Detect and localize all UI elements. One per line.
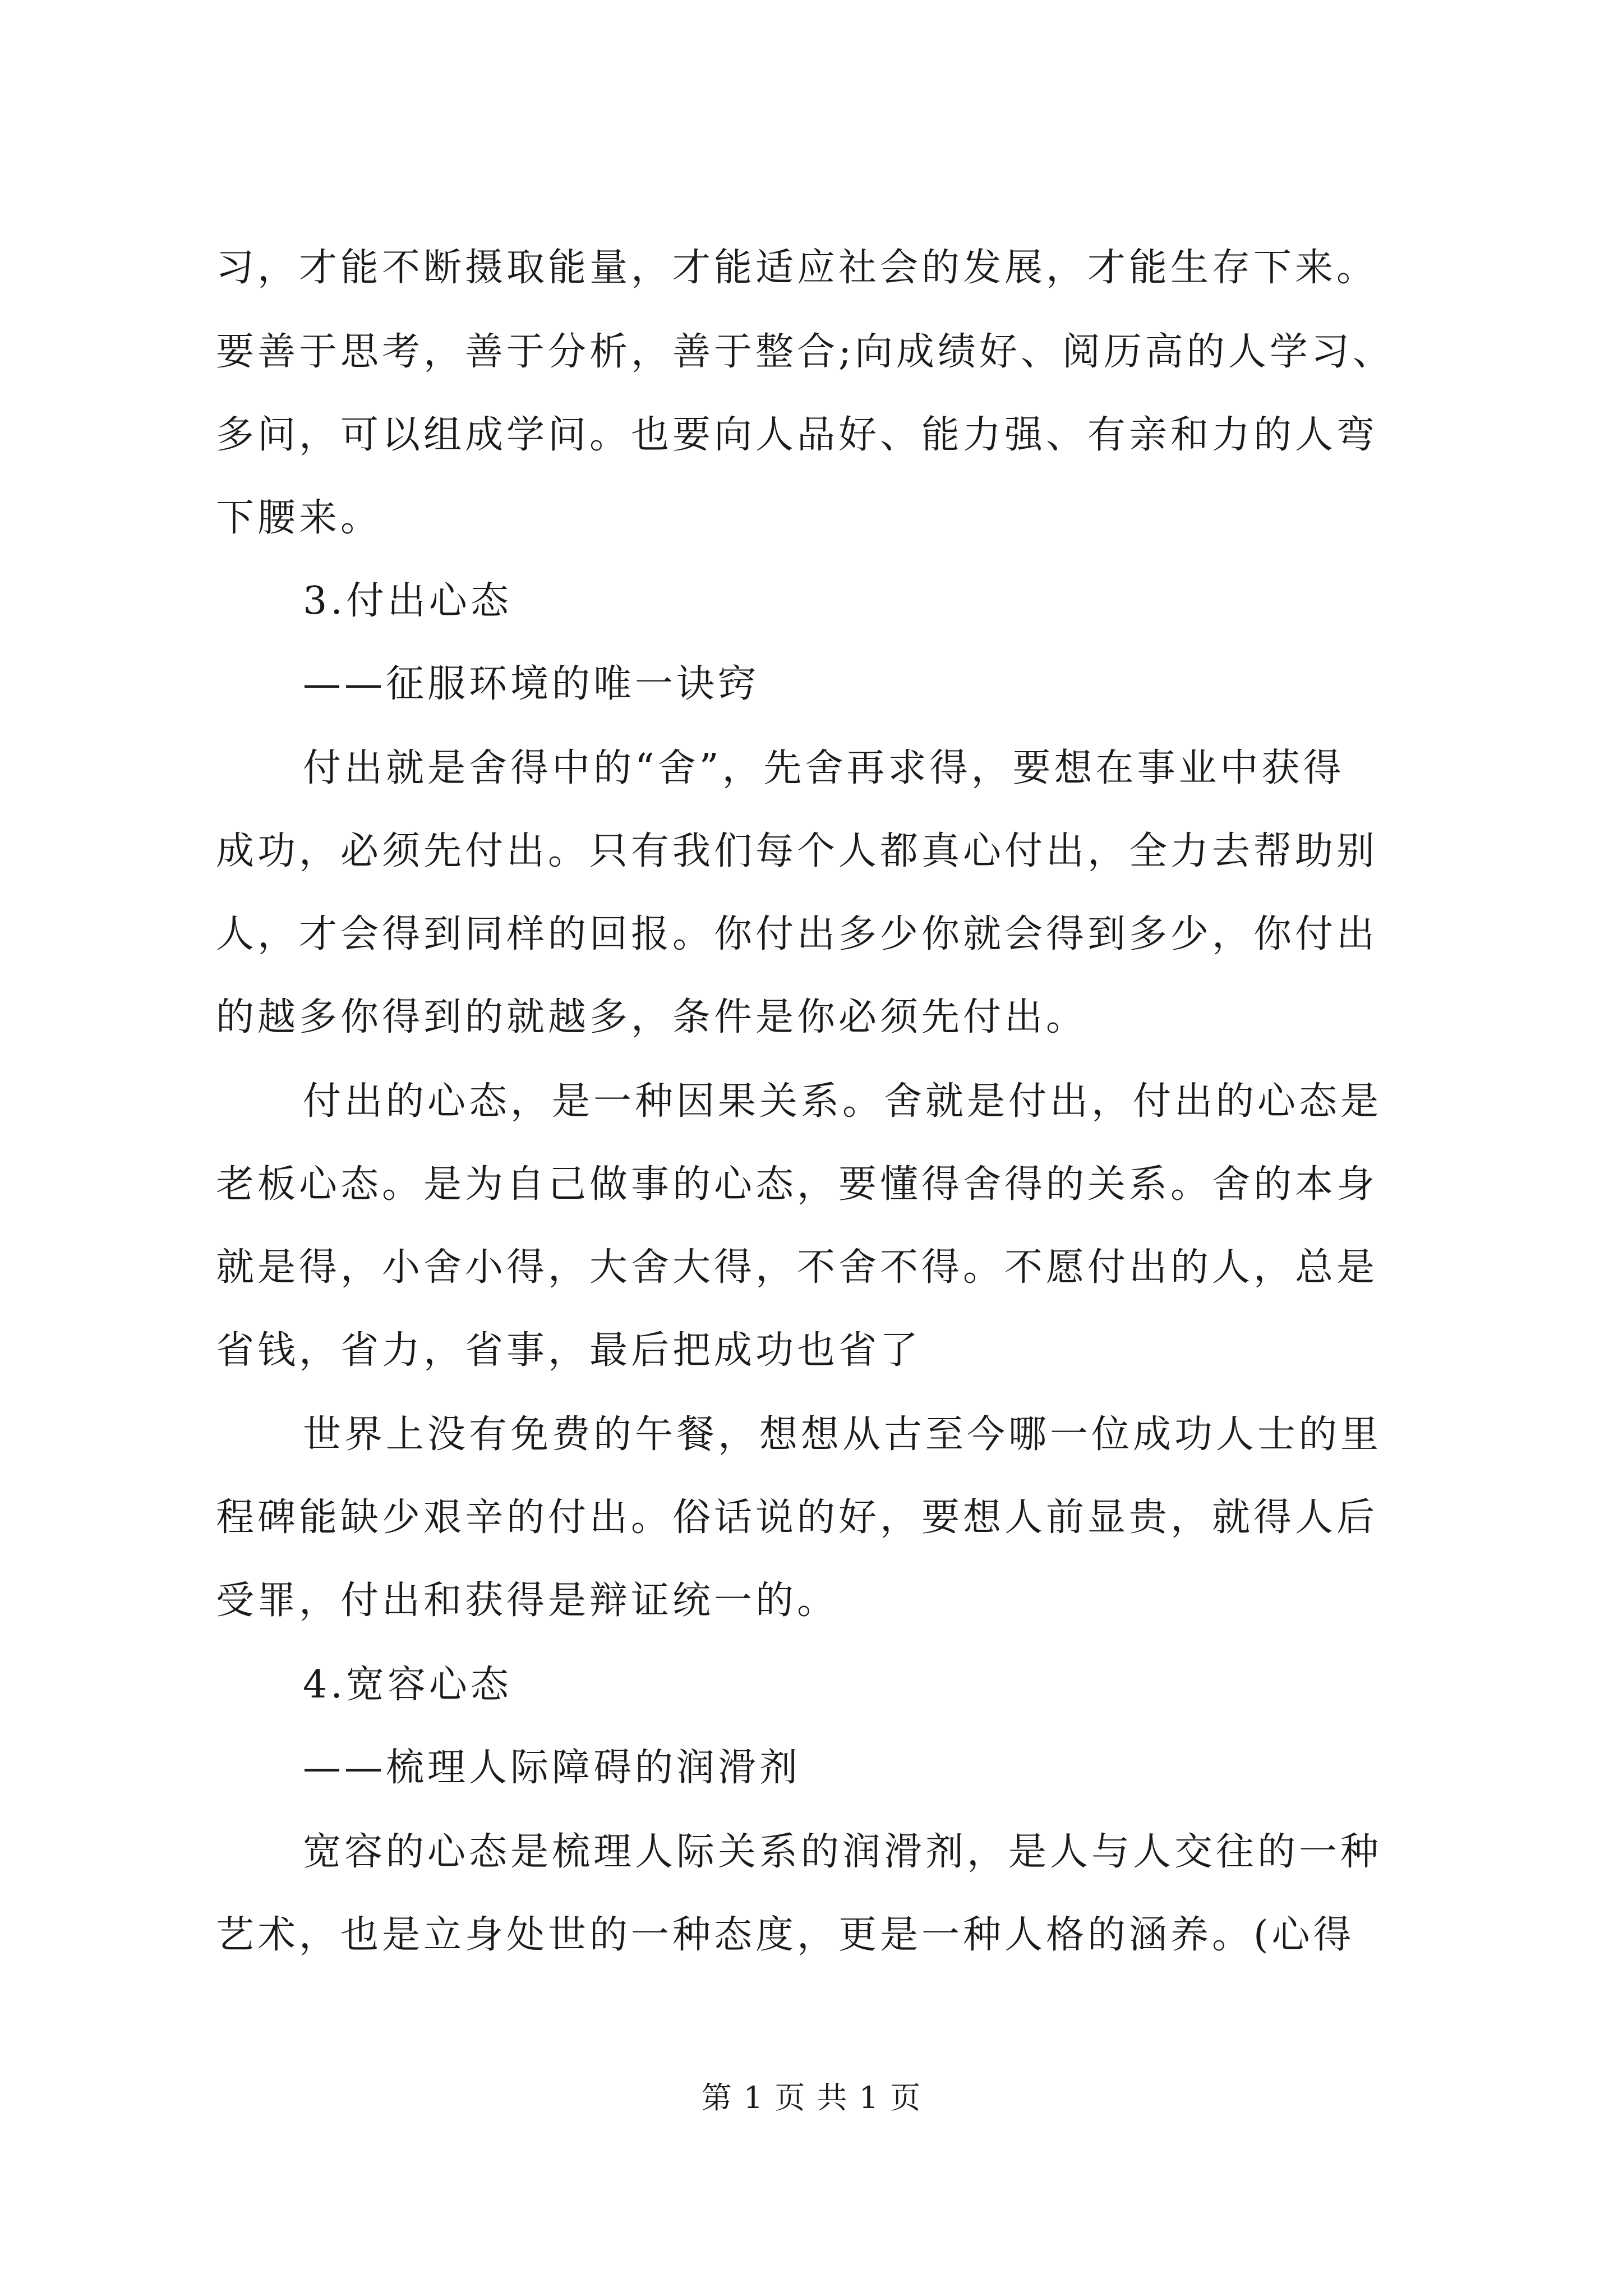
body-text-line: 艺术，也是立身处世的一种态度，更是一种人格的涵养。(心得 <box>216 1913 1355 1957</box>
body-text-line: 程碑能缺少艰辛的付出。俗话说的好，要想人前显贵，就得人后 <box>216 1496 1378 1540</box>
section-heading: 4.宽容心态 <box>303 1663 512 1707</box>
body-text-line: 就是得，小舍小得，大舍大得，不舍不得。不愿付出的人，总是 <box>216 1245 1378 1290</box>
section-heading: 3.付出心态 <box>303 579 512 623</box>
body-text-line: 世界上没有免费的午餐，想想从古至今哪一位成功人士的里 <box>303 1412 1382 1457</box>
section-subtitle: ——征服环境的唯一诀窍 <box>303 662 760 706</box>
body-text-line: 要善于思考，善于分析，善于整合;向成绩好、阅历高的人学习、 <box>216 330 1394 374</box>
body-text-line: 付出就是舍得中的“舍”，先舍再求得，要想在事业中获得 <box>303 746 1345 790</box>
body-text-line: 人，才会得到同样的回报。你付出多少你就会得到多少，你付出 <box>216 912 1378 956</box>
body-text-line: 多问，可以组成学问。也要向人品好、能力强、有亲和力的人弯 <box>216 413 1378 457</box>
body-text-line: 受罪，付出和获得是辩证统一的。 <box>216 1579 839 1623</box>
page-number-footer: 第 1 页 共 1 页 <box>701 2080 922 2115</box>
body-text-line: 成功，必须先付出。只有我们每个人都真心付出，全力去帮助别 <box>216 829 1378 873</box>
body-text-line: 下腰来。 <box>216 496 382 540</box>
body-text-line: 省钱，省力，省事，最后把成功也省了 <box>216 1328 922 1373</box>
body-text-line: 宽容的心态是梳理人际关系的润滑剂，是人与人交往的一种 <box>303 1830 1382 1874</box>
section-subtitle: ——梳理人际障碍的润滑剂 <box>303 1746 801 1790</box>
body-text-line: 付出的心态，是一种因果关系。舍就是付出，付出的心态是 <box>303 1079 1382 1124</box>
body-text-line: 的越多你得到的就越多，条件是你必须先付出。 <box>216 995 1088 1039</box>
body-text-line: 习，才能不断摄取能量，才能适应社会的发展，才能生存下来。 <box>216 246 1378 290</box>
body-text-line: 老板心态。是为自己做事的心态，要懂得舍得的关系。舍的本身 <box>216 1162 1378 1207</box>
